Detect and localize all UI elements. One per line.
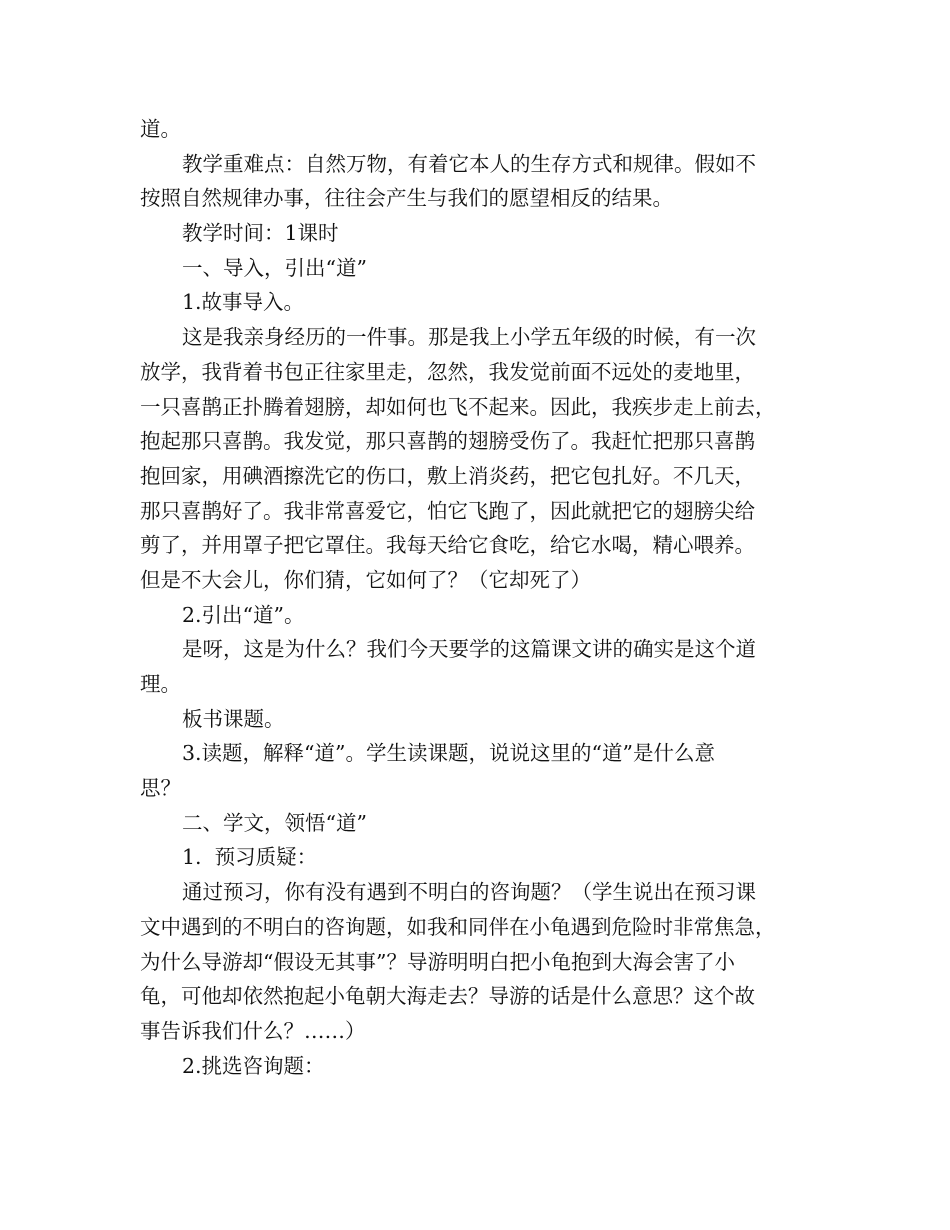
text-line: 按照自然规律办事，往往会产生与我们的愿望相反的结果。 [140, 186, 673, 211]
document-body [140, 112, 820, 1083]
text-line: 板书课题。 [182, 706, 285, 731]
text-line: 2.挑选咨询题： [182, 1053, 325, 1078]
text-line: 为什么导游却“假设无其事”？导游明明白把小龟抱到大海会害了小 [140, 949, 735, 974]
text-line: 理。 [140, 672, 181, 696]
text-line: 1. 预习质疑： [182, 845, 318, 870]
text-line: 龟，可他却依然抱起小龟朝大海走去？导游的话是什么意思？这个故 [140, 984, 755, 1009]
text-line: 教学重难点：自然万物，有着它本人的生存方式和规律。假如不 [182, 151, 756, 176]
text-line: 2.引出“道”。 [182, 602, 305, 627]
text-line: 剪了，并用罩子把它罩住。我每天给它食吃，给它水喝，精心喂养。 [140, 533, 755, 558]
section-heading: 二、学文，领悟“道” [182, 810, 367, 835]
text-line: 事告诉我们什么？……） [140, 1018, 366, 1043]
text-line: 抱回家，用碘酒擦洗它的伤口，敷上消炎药，把它包扎好。不几天， [140, 463, 755, 488]
text-line: 是呀，这是为什么？我们今天要学的这篇课文讲的确实是这个道 [182, 637, 756, 662]
text-line: 但是不大会儿，你们猜，它如何了？（它却死了） [140, 567, 591, 592]
text-line: 一只喜鹊正扑腾着翅膀，却如何也飞不起来。因此，我疾步走上前去， [140, 394, 776, 419]
text-line: 通过预习，你有没有遇到不明白的咨询题？（学生说出在预习课 [182, 880, 756, 905]
section-heading: 一、导入，引出“道” [182, 255, 367, 280]
text-line: 这是我亲身经历的一件事。那是我上小学五年级的时候，有一次 [182, 325, 756, 350]
text-line: 那只喜鹊好了。我非常喜爱它，怕它飞跑了，因此就把它的翅膀尖给 [140, 498, 755, 523]
text-line: 抱起那只喜鹊。我发觉，那只喜鹊的翅膀受伤了。我赶忙把那只喜鹊 [140, 429, 755, 454]
text-line: 1.故事导入。 [182, 290, 305, 315]
text-line: 道。 [140, 117, 181, 141]
text-line: 思？ [140, 776, 181, 801]
text-line: 放学，我背着书包正往家里走，忽然，我发觉前面不远处的麦地里， [140, 359, 755, 384]
text-line: 3.读题，解释“道”。学生读课题，说说这里的“道”是什么意 [182, 741, 715, 766]
text-line: 教学时间：1课时 [182, 221, 339, 246]
text-line: 文中遇到的不明白的咨询题，如我和同伴在小龟遇到危险时非常焦急， [140, 914, 776, 939]
